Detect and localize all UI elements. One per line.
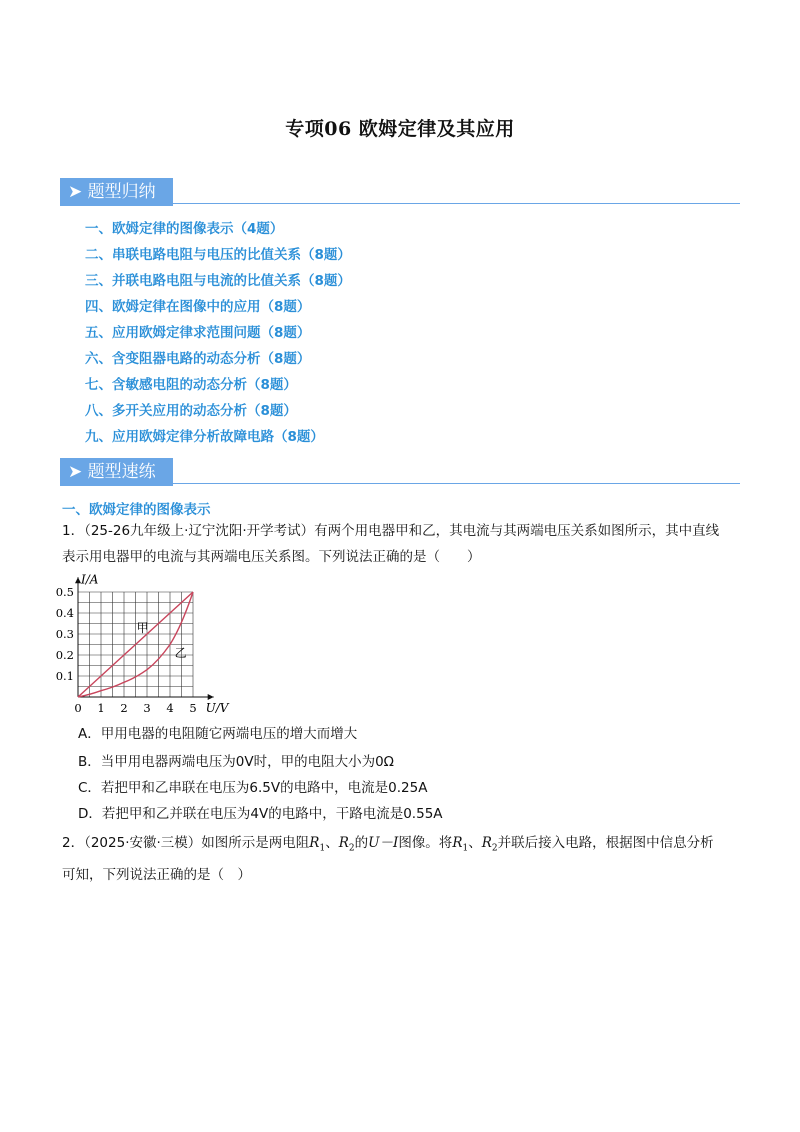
tail-text: 并联后接入电路，根据图中信息分析 <box>497 835 714 851</box>
connector-text: 的 <box>354 835 369 851</box>
y-tick-label: 0.4 <box>55 606 74 620</box>
r1-symbol-2: $R_1$ <box>452 835 469 854</box>
option-d[interactable]: D．若把甲和乙并联在电压为4V的电路中，干路电流是0.55A <box>78 806 443 822</box>
toc-item-2[interactable]: 二、串联电路电阻与电压的比值关系（8题） <box>85 247 351 263</box>
divider <box>173 203 740 205</box>
iu-graph <box>50 570 230 715</box>
y-tick-label: 0.2 <box>55 648 74 662</box>
x-tick-label: 5 <box>189 701 197 715</box>
y-tick-label: 0.5 <box>55 585 74 599</box>
x-axis-arrow <box>208 694 214 700</box>
option-c[interactable]: C．若把甲和乙串联在电压为6.5V的电路中，电流是0.25A <box>78 780 428 796</box>
y-tick-label: 0.1 <box>55 669 74 683</box>
question-2-line-2: 可知，下列说法正确的是（ ） <box>62 866 251 883</box>
x-axis-label: U/V <box>205 701 229 715</box>
table-of-contents <box>85 218 351 452</box>
subsection-title: 一、欧姆定律的图像表示 <box>62 502 211 518</box>
page-title: 专项06 欧姆定律及其应用 <box>285 118 515 140</box>
toc-item-4[interactable]: 四、欧姆定律在图像中的应用（8题） <box>85 299 311 315</box>
x-tick-label: 2 <box>120 701 128 715</box>
question-1-line-2: 表示用电器甲的电流与其两端电压关系图。下列说法正确的是（ ） <box>62 549 481 565</box>
section-header-summary <box>60 178 740 206</box>
x-tick-label: 3 <box>143 701 151 715</box>
series-label-yi: 乙 <box>174 646 187 661</box>
toc-item-3[interactable]: 三、并联电路电阻与电流的比值关系（8题） <box>85 273 351 289</box>
toc-item-8[interactable]: 八、多开关应用的动态分析（8题） <box>85 403 297 419</box>
section-header-practice <box>60 458 740 486</box>
section-tag: ➤ 题型速练 <box>60 458 173 486</box>
toc-item-5[interactable]: 五、应用欧姆定律求范围问题（8题） <box>85 325 311 341</box>
section-tag: ➤ 题型归纳 <box>60 178 173 206</box>
question-2-lead: 2．（2025·安徽·三模）如图所示是两电阻 <box>62 835 310 851</box>
x-tick-label: 1 <box>97 701 105 715</box>
divider <box>173 483 740 485</box>
toc-item-9[interactable]: 九、应用欧姆定律分析故障电路（8题） <box>85 429 324 445</box>
option-a[interactable]: A．甲用电器的电阻随它两端电压的增大而增大 <box>78 726 358 742</box>
toc-item-1[interactable]: 一、欧姆定律的图像表示（4题） <box>85 221 284 237</box>
separator: 、 <box>325 835 339 851</box>
separator: 、 <box>468 835 482 851</box>
r1-symbol: $R_1$ <box>309 835 326 854</box>
y-tick-label: 0.3 <box>55 627 74 641</box>
series-label-jia: 甲 <box>136 620 149 635</box>
toc-item-7[interactable]: 七、含敏感电阻的动态分析（8题） <box>85 377 297 393</box>
ui-symbol: U－I <box>368 835 399 851</box>
middle-text: 图像。将 <box>398 835 453 851</box>
question-2-line-1 <box>62 830 742 862</box>
option-b[interactable]: B．当甲用电器两端电压为0V时，甲的电阻大小为0Ω <box>78 754 394 770</box>
toc-item-6[interactable]: 六、含变阻器电路的动态分析（8题） <box>85 351 311 367</box>
x-tick-label: 0 <box>74 701 82 715</box>
question-1-line-1: 1．（25-26九年级上·辽宁沈阳·开学考试）有两个用电器甲和乙，其电流与其两端电压关系如图所示，其中直线 <box>62 523 720 539</box>
question-1 <box>62 518 742 570</box>
question-2 <box>62 830 742 888</box>
x-tick-label: 4 <box>166 701 174 715</box>
r2-symbol: $R_2$ <box>338 835 355 854</box>
y-axis-label: I/A <box>81 572 99 587</box>
r2-symbol-2: $R_2$ <box>481 835 498 854</box>
